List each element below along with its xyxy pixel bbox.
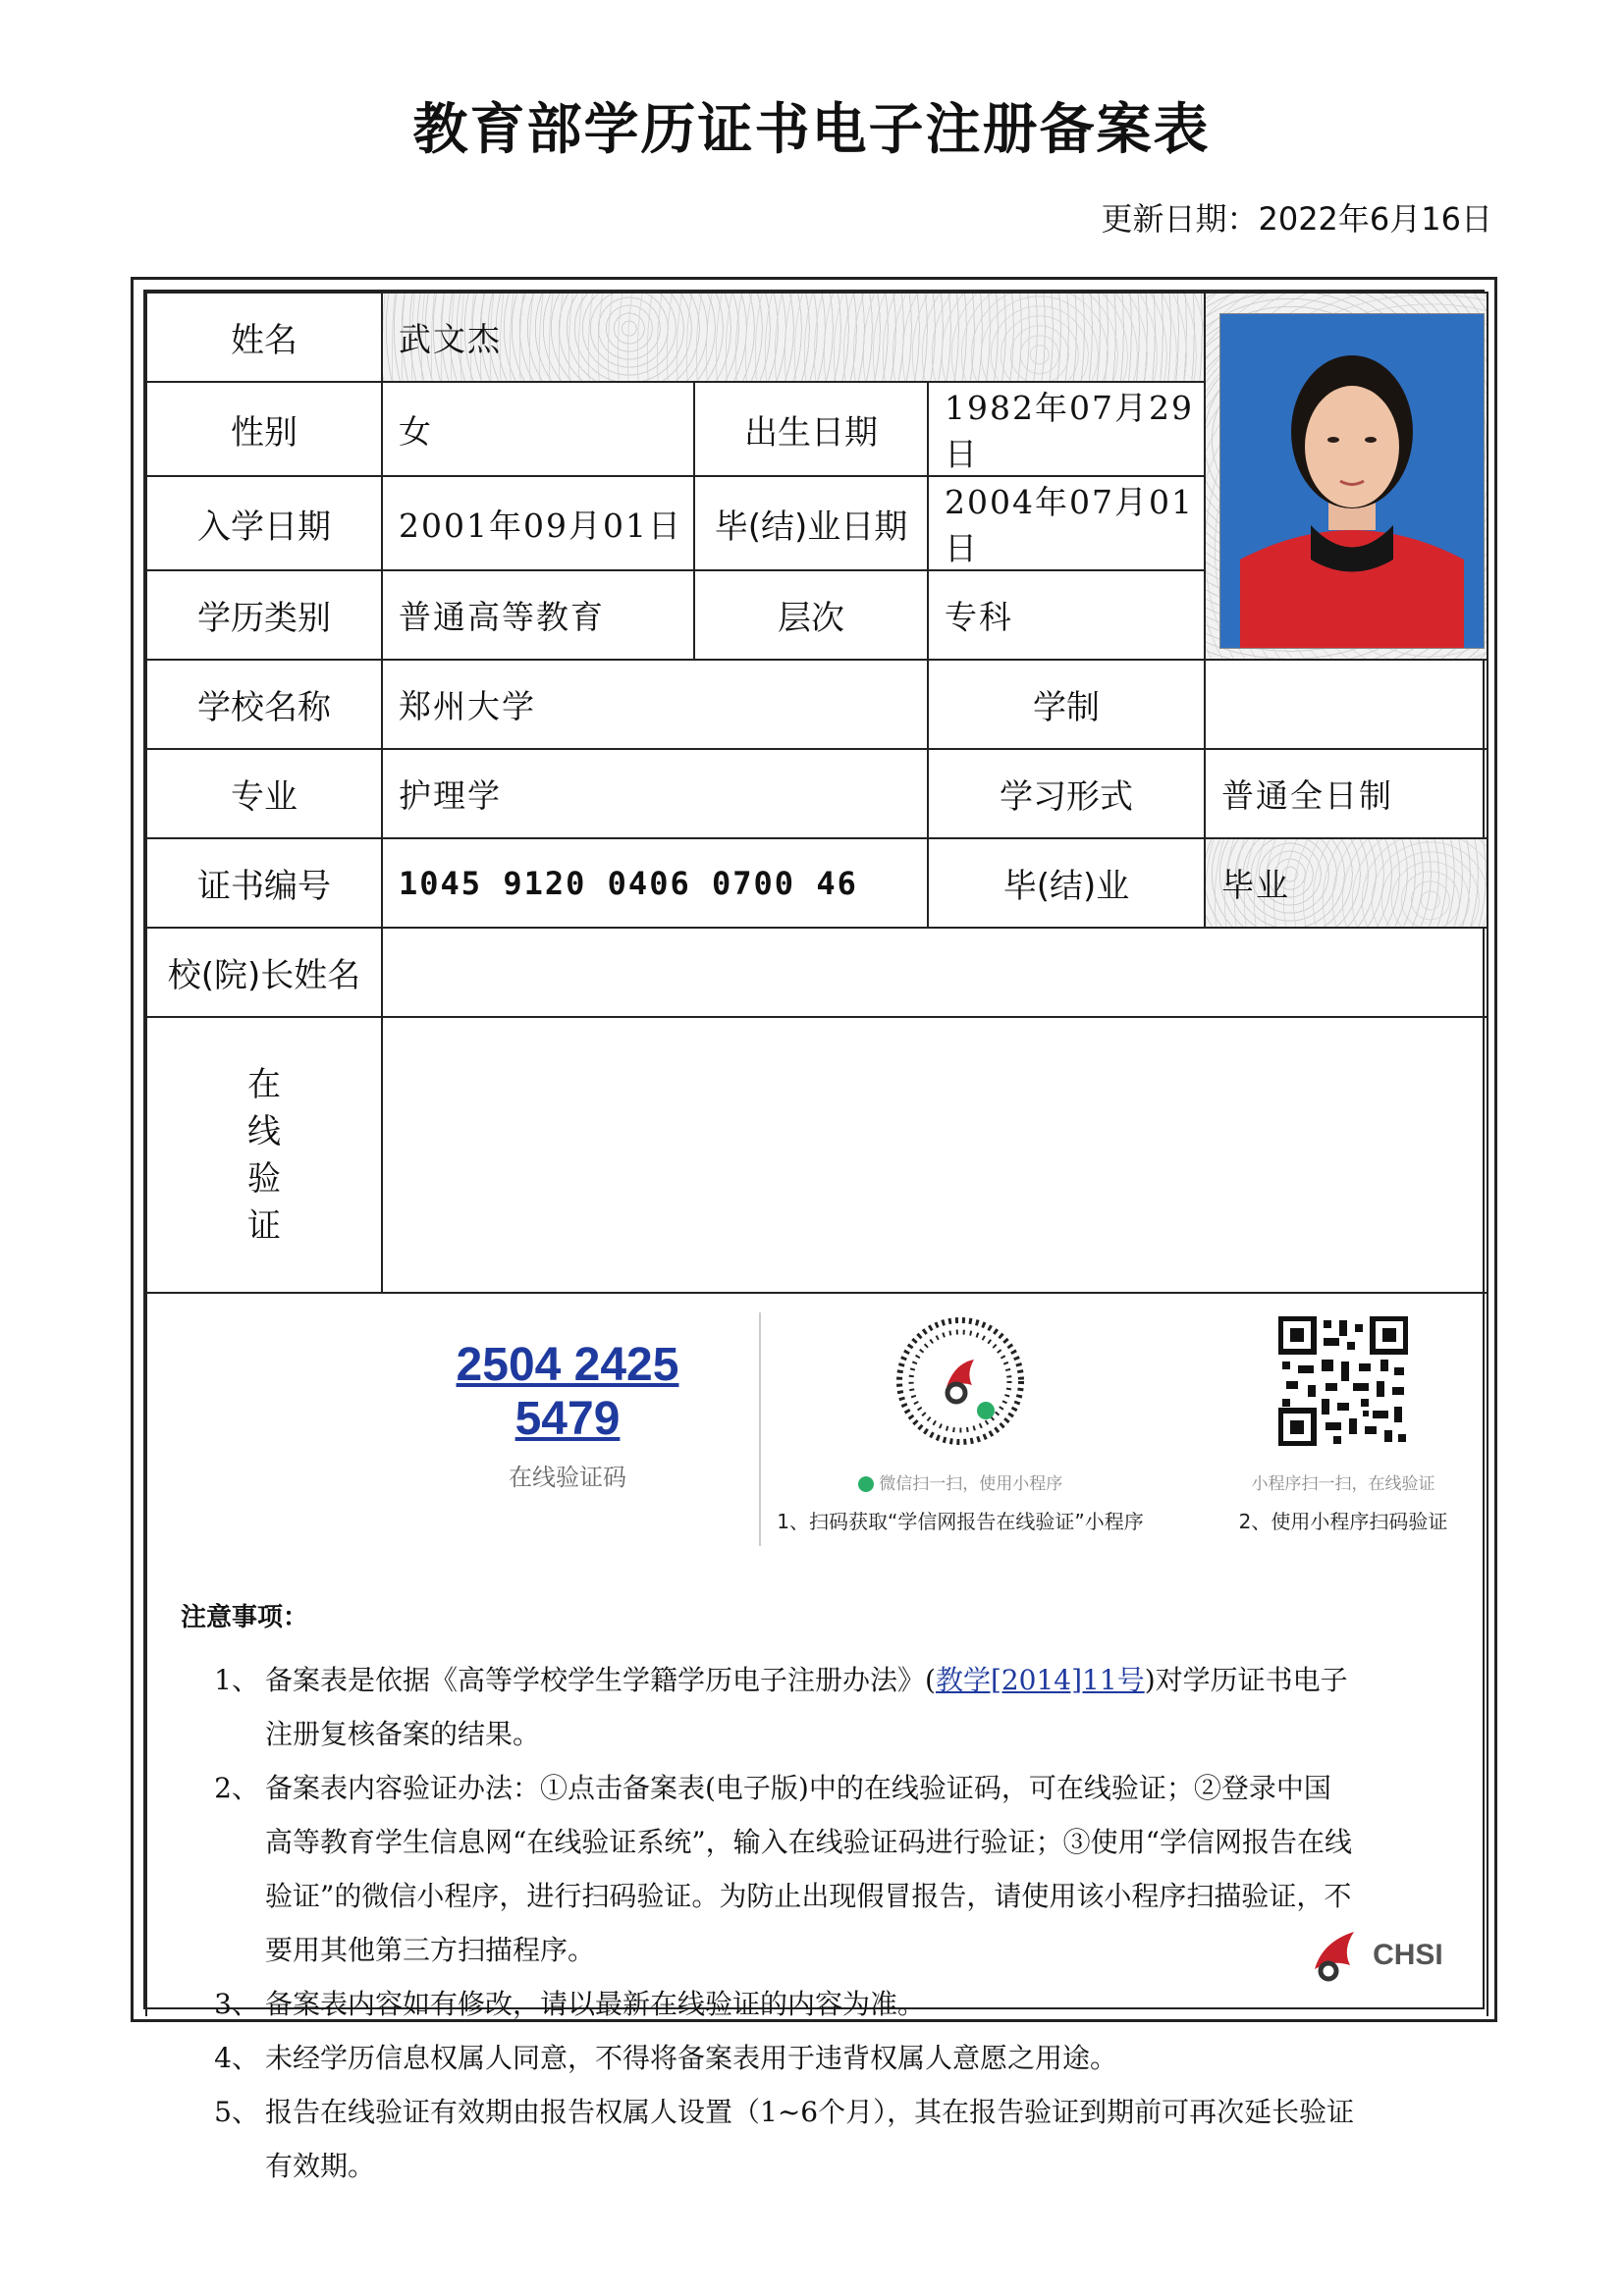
school-value: 郑州大学 (382, 660, 928, 749)
duration-value (1205, 660, 1488, 749)
record-frame (131, 277, 1497, 2182)
level-value: 专科 (928, 570, 1205, 660)
mini-program-code-icon[interactable] (895, 1316, 1025, 1446)
name-value: 武文杰 (382, 293, 1205, 382)
grad-status-value: 毕业 (1205, 838, 1488, 928)
school-label: 学校名称 (146, 660, 382, 749)
notes-heading: 注意事项： (181, 1603, 309, 1632)
chsi-bird-icon (1309, 1926, 1368, 1985)
verify-code-caption: 在线验证码 (509, 1464, 626, 1491)
notes-section (181, 1597, 1359, 2193)
grad-date-value: 2004年07月01日 (928, 476, 1205, 570)
major-value: 护理学 (382, 749, 928, 838)
note-item: 3、 备案表内容如有修改，请以最新在线验证的内容为准。 (214, 1988, 926, 2020)
birth-value: 1982年07月29日 (928, 382, 1205, 476)
note-item: 5、 报告在线验证有效期由报告权属人设置（1~6个月），其在报告验证到期前可再次延长验证有效期。 (214, 2096, 1355, 2182)
gender-label: 性别 (146, 382, 382, 476)
verify-code-link[interactable]: 2504 2425 5479 (456, 1339, 679, 1445)
student-photo (1219, 313, 1485, 649)
major-label: 专业 (146, 749, 382, 838)
birth-label: 出生日期 (694, 382, 928, 476)
mini-scan-hint: 微信扫一扫，使用小程序 (774, 1469, 1147, 1494)
grad-date-label: 毕(结)业日期 (694, 476, 928, 570)
gender-value: 女 (382, 382, 694, 476)
duration-label: 学制 (928, 660, 1205, 749)
note-item: 4、 未经学历信息权属人同意，不得将备案表用于违背权属人意愿之用途。 (214, 2042, 1118, 2074)
study-form-label: 学习形式 (928, 749, 1205, 838)
chsi-logo: CHSI (1309, 1926, 1456, 1985)
cert-no-value: 1045 9120 0406 0700 46 (382, 838, 928, 928)
note-item: 1、 备案表是依据《高等学校学生学籍学历电子注册办法》(教学[2014]11号)对学历证书电子注册复核备案的结果。 (214, 1664, 1348, 1750)
edu-type-label: 学历类别 (146, 570, 382, 660)
enroll-value: 2001年09月01日 (382, 476, 694, 570)
verify-char: 在 (247, 1064, 281, 1104)
qr-code-icon[interactable] (1278, 1316, 1408, 1446)
update-date: 更新日期：2022年6月16日 (1101, 200, 1492, 238)
level-label: 层次 (694, 570, 928, 660)
verify-separator (759, 1312, 761, 1546)
cert-no-label: 证书编号 (146, 838, 382, 928)
study-form-value: 普通全日制 (1205, 749, 1488, 838)
verify-code-block (412, 1338, 723, 1492)
verify-cell (382, 1017, 1488, 1293)
verify-char: 验 (247, 1158, 281, 1199)
president-label: 校(院)长姓名 (146, 928, 382, 1017)
wechat-mini-icon (858, 1476, 874, 1492)
verify-char: 证 (247, 1205, 281, 1246)
edu-type-value: 普通高等教育 (382, 570, 694, 660)
portrait-image (1220, 314, 1484, 648)
page-title: 教育部学历证书电子注册备案表 (412, 98, 1211, 162)
qr-scan-hint: 小程序扫一扫，在线验证 (1251, 1474, 1435, 1494)
qr-block (1216, 1316, 1471, 1534)
verify-label (146, 1017, 382, 1293)
verify-char: 线 (247, 1111, 281, 1151)
president-value (382, 928, 1488, 1017)
mini-program-block (774, 1316, 1147, 1534)
record-inner-frame (143, 290, 1485, 2182)
verify-step-1: 1、扫码获取“学信网报告在线验证”小程序 (777, 1510, 1144, 1533)
enroll-label: 入学日期 (146, 476, 382, 570)
name-label: 姓名 (146, 293, 382, 382)
notes-list (181, 1653, 1359, 2193)
note-item: 2、 备案表内容验证办法：①点击备案表(电子版)中的在线验证码，可在线验证；②登录中国高等教育学生信息网“在线验证系统”，输入在线验证码进行验证；③使用“学信网报告在线验证”的微信小程序，进行扫码验证。为防止出现假冒报告，请使用该小程序扫描验证，不要用其他第三方扫描程序。 (214, 1772, 1352, 1966)
grad-status-label: 毕(结)业 (928, 838, 1205, 928)
verify-step-2: 2、使用小程序扫码验证 (1238, 1510, 1448, 1533)
regulation-link[interactable]: 教学[2014]11号 (935, 1664, 1145, 1696)
